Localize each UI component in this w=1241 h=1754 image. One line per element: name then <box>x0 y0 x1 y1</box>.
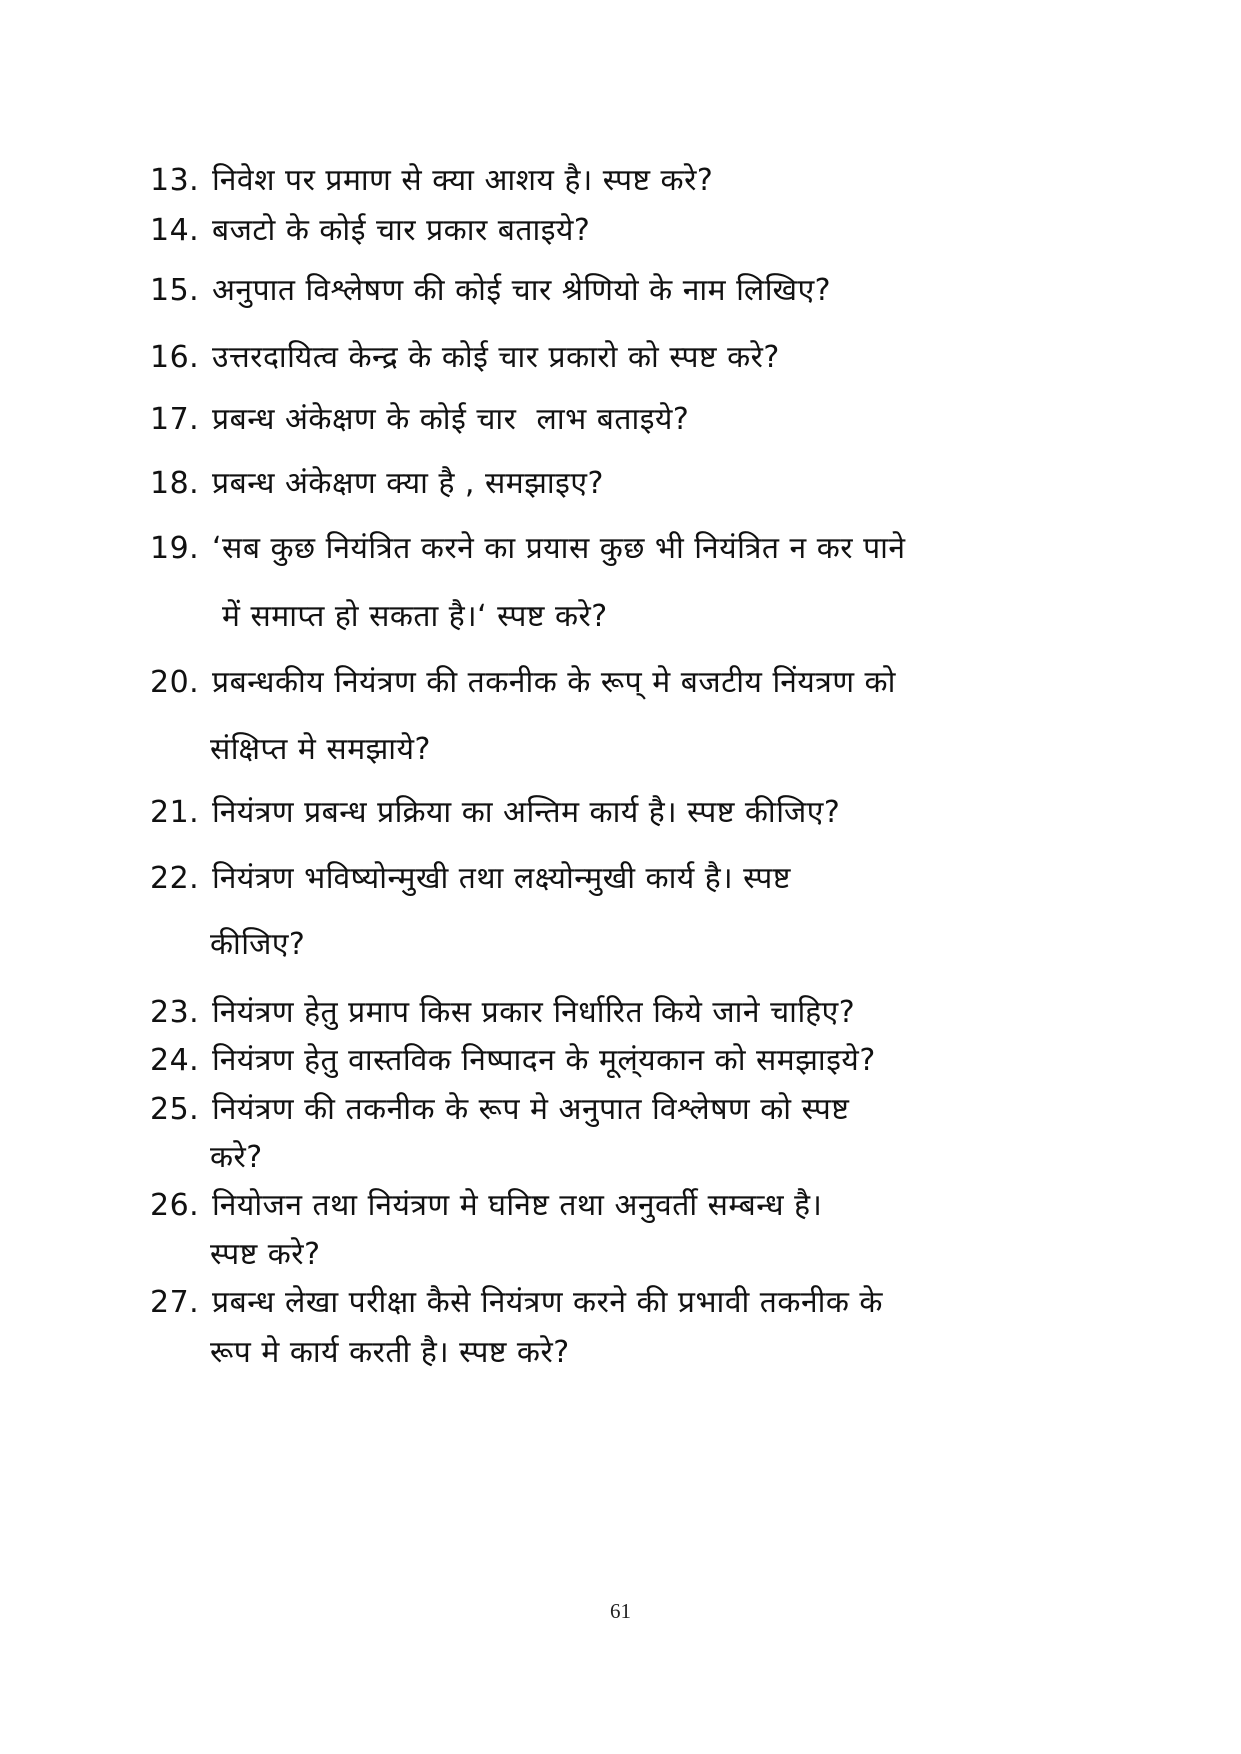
question-19 <box>150 526 1110 567</box>
question-text: प्रबन्ध अंकेक्षण के कोई चार लाभ बताइये? <box>212 402 690 437</box>
question-23 <box>150 990 1110 1031</box>
question-26 <box>150 1183 1110 1224</box>
question-15 <box>150 268 1110 309</box>
question-text: नियंत्रण हेतु प्रमाप किस प्रकार निर्धारित किये जाने चाहिए? <box>212 995 856 1030</box>
question-16 <box>150 335 1110 376</box>
question-number: 13. <box>150 163 200 198</box>
question-text: नियंत्रण हेतु वास्तविक निष्पादन के मूल्ंयकान को समझाइये? <box>212 1043 876 1078</box>
question-number: 26. <box>150 1188 200 1223</box>
question-text: नियंत्रण की तकनीक के रूप मे अनुपात विश्लेषण को स्पष्ट <box>212 1092 850 1127</box>
question-number: 18. <box>150 466 200 501</box>
question-20 <box>150 660 1110 701</box>
question-number: 20. <box>150 665 200 700</box>
question-number: 27. <box>150 1285 200 1320</box>
question-26-continuation: स्पष्ट करे? <box>210 1237 321 1272</box>
question-18 <box>150 461 1110 502</box>
question-text: अनुपात विश्लेषण की कोई चार श्रेणियो के नाम लिखिए? <box>212 273 832 308</box>
question-24 <box>150 1038 1110 1079</box>
page-number: 61 <box>610 1599 631 1623</box>
question-text: प्रबन्ध अंकेक्षण क्या है , समझाइए? <box>212 466 604 501</box>
question-number: 25. <box>150 1092 200 1127</box>
question-text: प्रबन्धकीय नियंत्रण की तकनीक के रूप् मे बजटीय निंयत्रण को <box>212 665 896 700</box>
question-17 <box>150 397 1110 438</box>
question-number: 17. <box>150 402 200 437</box>
question-27-continuation: रूप मे कार्य करती है। स्पष्ट करे? <box>210 1335 570 1370</box>
question-22-continuation: कीजिए? <box>210 927 306 962</box>
question-text: बजटो के कोई चार प्रकार बताइये? <box>212 213 591 248</box>
question-19-continuation: में समाप्त हो सकता है।‘ स्पष्ट करे? <box>222 599 608 634</box>
question-number: 21. <box>150 795 200 830</box>
question-21 <box>150 790 1110 831</box>
question-number: 19. <box>150 531 200 566</box>
question-13 <box>150 158 1110 199</box>
question-25 <box>150 1087 1110 1128</box>
question-14 <box>150 208 1110 249</box>
question-number: 15. <box>150 273 200 308</box>
question-text: नियोजन तथा नियंत्रण मे घनिष्ट तथा अनुवर्ती सम्बन्ध है। <box>212 1188 823 1223</box>
question-number: 22. <box>150 861 200 896</box>
question-27 <box>150 1280 1110 1321</box>
question-22 <box>150 856 1110 897</box>
question-text: ‘सब कुछ नियंत्रित करने का प्रयास कुछ भी नियंत्रित न कर पाने <box>212 531 906 566</box>
question-text: उत्तरदायित्व केन्द्र के कोई चार प्रकारो को स्पष्ट करे? <box>212 340 780 375</box>
question-text: नियंत्रण भविष्योन्मुखी तथा लक्ष्योन्मुखी कार्य है। स्पष्ट <box>212 861 791 896</box>
question-number: 24. <box>150 1043 200 1078</box>
question-text: नियंत्रण प्रबन्ध प्रक्रिया का अन्तिम कार्य है। स्पष्ट कीजिए? <box>212 795 841 830</box>
question-number: 23. <box>150 995 200 1030</box>
question-text: प्रबन्ध लेखा परीक्षा कैसे नियंत्रण करने की प्रभावी तकनीक के <box>212 1285 883 1320</box>
question-text: निवेश पर प्रमाण से क्या आशय है। स्पष्ट करे? <box>212 163 714 198</box>
question-20-continuation: संक्षिप्त मे समझाये? <box>210 732 431 767</box>
question-number: 14. <box>150 213 200 248</box>
question-25-continuation: करे? <box>210 1140 263 1175</box>
question-number: 16. <box>150 340 200 375</box>
